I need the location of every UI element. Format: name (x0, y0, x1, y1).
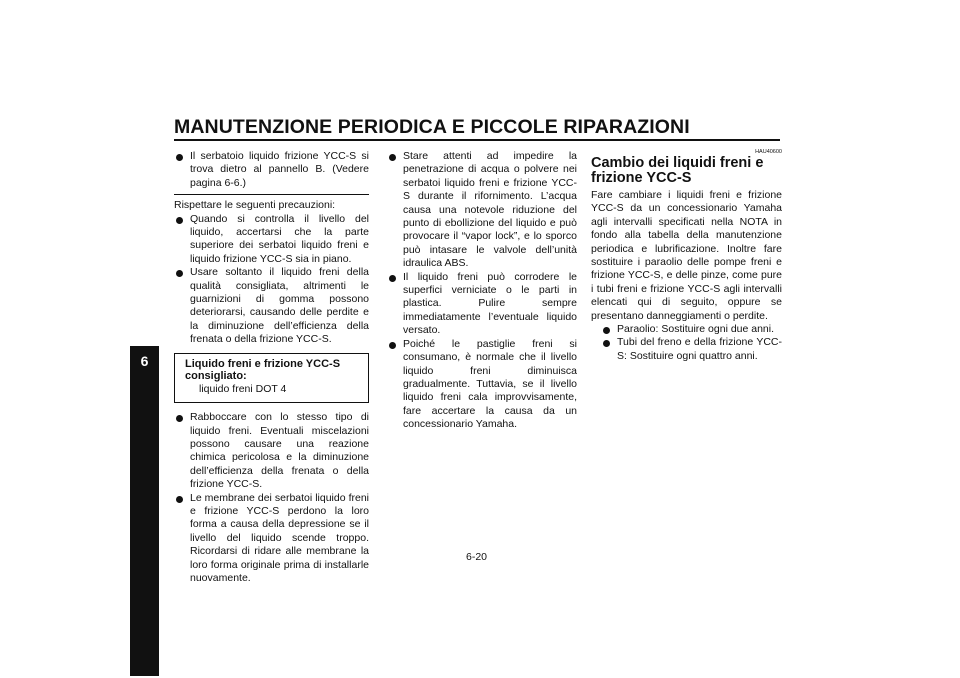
section-heading: Cambio dei liquidi freni e frizione YCC-S (591, 155, 764, 186)
chapter-tab (130, 346, 159, 676)
page-number: 6-20 (466, 551, 488, 563)
list-item (387, 338, 577, 432)
list-item (387, 150, 577, 271)
reference-code: HAU40600 (755, 149, 782, 155)
bullet-icon (176, 496, 183, 503)
column-1 (174, 150, 369, 585)
bullet-icon (603, 327, 610, 334)
precautions-intro: Rispettare le seguenti precauzioni: (174, 199, 336, 212)
bullet-icon (389, 275, 396, 282)
chapter-number: 6 (140, 353, 149, 369)
spec-title: Liquido freni e frizione YCC-S consigliato: (185, 357, 341, 383)
bullet-text: Paraolio: Sostituire ogni due anni. (617, 323, 775, 336)
spec-box (174, 353, 369, 403)
list-item (601, 323, 782, 336)
divider (174, 194, 369, 195)
list-item (174, 150, 369, 190)
bullet-text: Poiché le pastiglie freni si consumano, è normale che il livello liquido freni diminuisca gradualmente. Tuttavia, se il livello liquido freni cala improvvisamente, fare accertare la causa da un concessionario Yamaha. (403, 337, 577, 431)
bullet-icon (389, 342, 396, 349)
bullet-icon (603, 340, 610, 347)
list-item (174, 213, 369, 267)
list-item (174, 411, 369, 491)
column-2 (387, 150, 577, 432)
bullet-icon (176, 415, 183, 422)
bullet-text: Quando si controlla il livello del liquido, accertarsi che la parte superiore dei serbatoi liquido freni e liquido frizione YCC-S sia in piano. (190, 212, 369, 265)
bullet-icon (389, 154, 396, 161)
list-item (387, 271, 577, 338)
list-item (174, 492, 369, 586)
bullet-icon (176, 154, 183, 161)
bullet-text: Tubi del freno e della frizione YCC-S: Sostituire ogni quattro anni. (617, 336, 782, 362)
list-item (174, 266, 369, 346)
bullet-icon (176, 217, 183, 224)
bullet-text: Stare attenti ad impedire la penetrazione di acqua o polvere nei serbatoi liquido freni e frizione YCC-S durante il rifornimento. L’acqua causa una notevole riduzione del punto di ebollizione del liquido e può provocare il “vapor lock”, e lo sporco può intasare le valvole dell’unità idraulica ABS. (403, 150, 577, 270)
bullet-text: Il serbatoio liquido frizione YCC-S si trova dietro al pannello B. (Vedere pagina 6-6.) (190, 150, 369, 189)
bullet-icon (176, 270, 183, 277)
bullet-text: Le membrane dei serbatoi liquido freni e frizione YCC-S perdono la loro forma a causa della depressione se il livello del liquido scende troppo. Ricordarsi di ridare alle membrane la loro forma originale prima di installarle nuovamente. (190, 491, 369, 584)
header-rule (174, 139, 780, 141)
spec-value: liquido freni DOT 4 (199, 382, 287, 395)
bullet-text: Rabboccare con lo stesso tipo di liquido freni. Eventuali miscelazioni possono causare una reazione chimica pericolosa e la diminuzione dell’efficienza della frenata o della frizione YCC-S. (190, 411, 369, 491)
bullet-text: Il liquido freni può corrodere le superfici verniciate o le parti in plastica. Pulire sempre immediatamente l’eventuale liquido versato. (403, 270, 577, 337)
list-item (601, 336, 782, 363)
bullet-text: Usare soltanto il liquido freni della qualità consigliata, altrimenti le guarnizioni di gomma possono deteriorarsi, causando delle perdite e la diminuzione dell’efficienza della frenata o della frizione YCC-S. (190, 266, 369, 346)
page-title: MANUTENZIONE PERIODICA E PICCOLE RIPARAZIONI (174, 116, 690, 138)
section-body: Fare cambiare i liquidi freni e frizione YCC-S da un concessionario Yamaha agli intervalli specificati nella NOTA in fondo alla tabella della manutenzione periodica e lubrificazione. Inoltre fare sostituire i paraolio delle pompe freni e frizione YCC-S, e delle pinze, come pure i tubi freni e frizione YCC-S agli intervalli elencati qui di seguito, oppure se presentano danneggiamenti o perdite. (591, 189, 782, 322)
column-3 (591, 151, 782, 363)
